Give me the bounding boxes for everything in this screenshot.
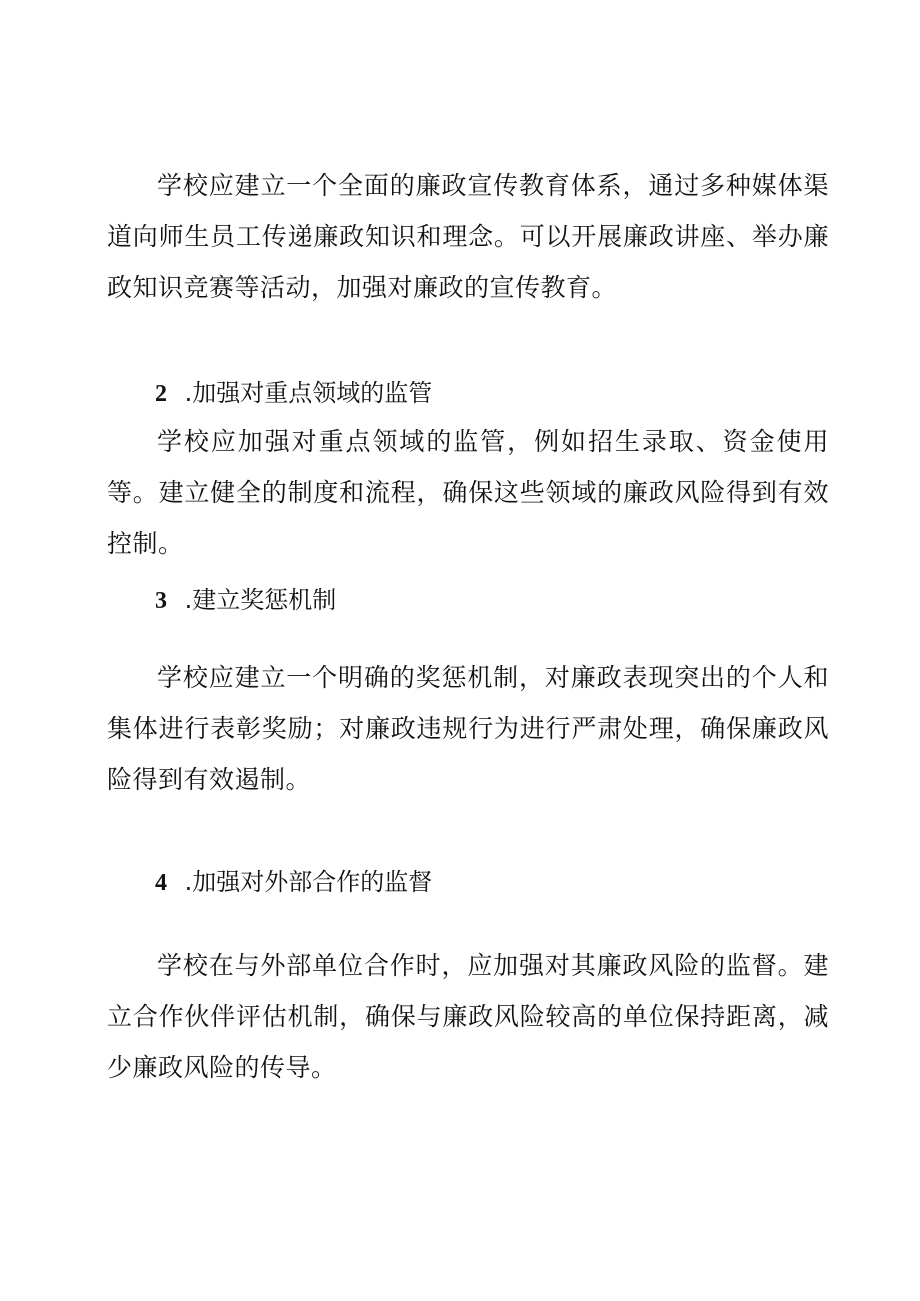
section-heading-2 (155, 376, 805, 411)
section-heading-4 (155, 865, 805, 900)
section-number: 4 (155, 870, 167, 896)
paragraph-intro: 学校应建立一个全面的廉政宣传教育体系，通过多种媒体渠道向师生员工传递廉政知识和理念。可以开展廉政讲座、举办廉政知识竞赛等活动，加强对廉政的宣传教育。 (107, 171, 829, 302)
section-body-2: 学校应加强对重点领域的监管，例如招生录取、资金使用等。建立健全的制度和流程，确保这些领域的廉政风险得到有效控制。 (107, 427, 829, 558)
section-number: 3 (155, 588, 167, 614)
section-heading-3 (155, 583, 805, 618)
section-title: .建立奖惩机制 (184, 586, 337, 614)
section-title: .加强对重点领域的监管 (184, 379, 433, 407)
section-title: .加强对外部合作的监督 (184, 868, 433, 896)
section-number: 2 (155, 381, 167, 407)
section-body-3: 学校应建立一个明确的奖惩机制，对廉政表现突出的个人和集体进行表彰奖励；对廉政违规行为进行严肃处理，确保廉政风险得到有效遏制。 (107, 663, 829, 794)
section-body-4: 学校在与外部单位合作时，应加强对其廉政风险的监督。建立合作伙伴评估机制，确保与廉政风险较高的单位保持距离，减少廉政风险的传导。 (107, 951, 829, 1082)
